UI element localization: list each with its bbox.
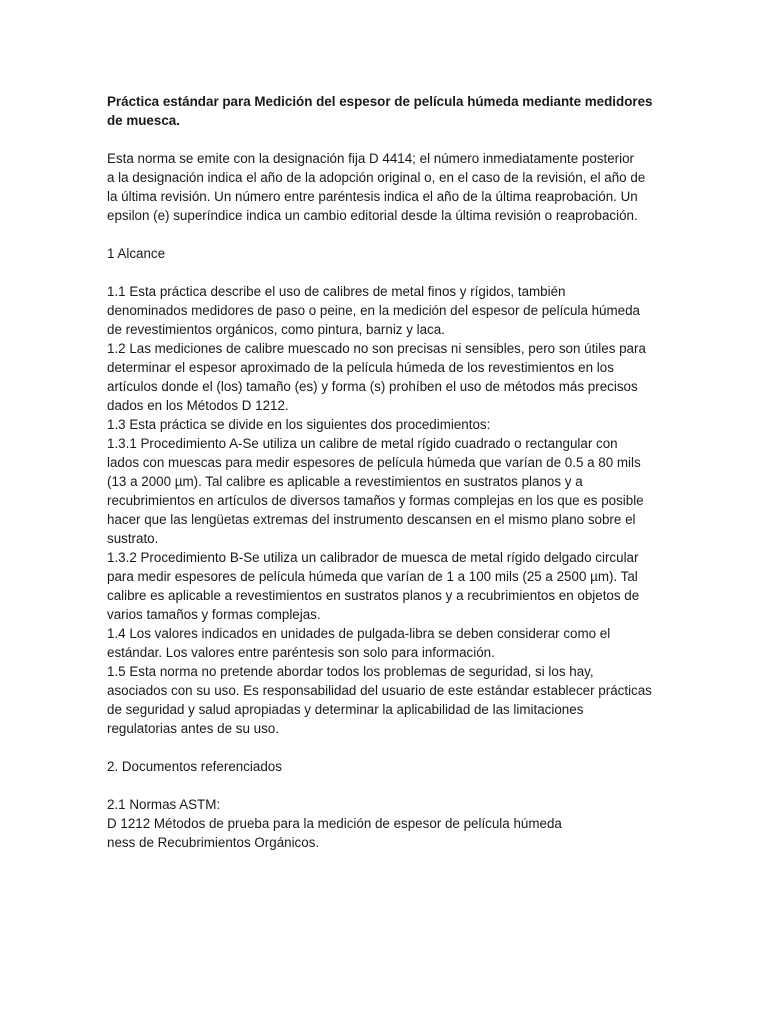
intro-line: a la designación indica el año de la adopción original o, en el caso de la revisión, el año de: [107, 170, 646, 185]
body-line: regulatorias antes de su uso.: [107, 721, 279, 736]
body-line: de revestimientos orgánicos, como pintura, barniz y laca.: [107, 322, 445, 337]
section-heading-documentos: 2. Documentos referenciados: [107, 759, 282, 774]
document-body: [107, 92, 667, 852]
body-line: hacer que las lengüetas extremas del instrumento descansen en el mismo plano sobre el: [107, 512, 636, 527]
body-line: ness de Recubrimientos Orgánicos.: [107, 835, 320, 850]
intro-paragraph: [107, 149, 667, 225]
body-line: 1.3.2 Procedimiento B-Se utiliza un calibrador de muesca de metal rígido delgado circular: [107, 550, 639, 565]
body-line: asociados con su uso. Es responsabilidad del usuario de este estándar establecer prácticas: [107, 683, 652, 698]
body-line: sustrato.: [107, 531, 159, 546]
body-line: artículos donde el (los) tamaño (es) y forma (s) prohíben el uso de métodos más precisos: [107, 379, 638, 394]
body-line: D 1212 Métodos de prueba para la medición de espesor de película húmeda: [107, 816, 562, 831]
body-line: lados con muescas para medir espesores de película húmeda que varían de 0.5 a 80 mils: [107, 455, 641, 470]
intro-line: epsilon (e) superíndice indica un cambio editorial desde la última revisión o reaprobación.: [107, 208, 638, 223]
intro-line: Esta norma se emite con la designación fija D 4414; el número inmediatamente posterior: [107, 151, 634, 166]
section-heading-alcance: 1 Alcance: [107, 246, 166, 261]
body-line: varios tamaños y formas complejas.: [107, 607, 321, 622]
document-title: [107, 92, 667, 130]
section-alcance-body: [107, 282, 667, 738]
body-line: denominados medidores de paso o peine, en la medición del espesor de película húmeda: [107, 303, 641, 318]
body-line: 2.1 Normas ASTM:: [107, 797, 221, 812]
body-line: 1.3 Esta práctica se divide en los siguientes dos procedimientos:: [107, 417, 491, 432]
body-line: (13 a 2000 µm). Tal calibre es aplicable a revestimientos en sustratos planos y a: [107, 474, 583, 489]
title-line: Práctica estándar para Medición del espesor de película húmeda mediante medidores: [107, 94, 653, 109]
body-line: 1.1 Esta práctica describe el uso de calibres de metal finos y rígidos, también: [107, 284, 566, 299]
body-line: 1.5 Esta norma no pretende abordar todos los problemas de seguridad, si los hay,: [107, 664, 594, 679]
section-documentos-body: [107, 795, 667, 852]
intro-line: la última revisión. Un número entre paréntesis indica el año de la última reaprobación. Un: [107, 189, 638, 204]
body-line: dados en los Métodos D 1212.: [107, 398, 289, 413]
body-line: 1.2 Las mediciones de calibre muescado no son precisas ni sensibles, pero son útiles para: [107, 341, 646, 356]
body-line: 1.3.1 Procedimiento A-Se utiliza un calibre de metal rígido cuadrado o rectangular con: [107, 436, 618, 451]
body-line: determinar el espesor aproximado de la película húmeda de los revestimientos en los: [107, 360, 614, 375]
body-line: estándar. Los valores entre paréntesis son solo para información.: [107, 645, 495, 660]
body-line: para medir espesores de película húmeda que varían de 1 a 100 mils (25 a 2500 µm). Tal: [107, 569, 638, 584]
body-line: de seguridad y salud apropiadas y determinar la aplicabilidad de las limitaciones: [107, 702, 584, 717]
body-line: recubrimientos en artículos de diversos tamaños y formas complejas en los que es posible: [107, 493, 644, 508]
body-line: 1.4 Los valores indicados en unidades de pulgada-libra se deben considerar como el: [107, 626, 611, 641]
title-line: de muesca.: [107, 113, 180, 128]
body-line: calibre es aplicable a revestimientos en sustratos planos y a recubrimientos en objetos de: [107, 588, 640, 603]
